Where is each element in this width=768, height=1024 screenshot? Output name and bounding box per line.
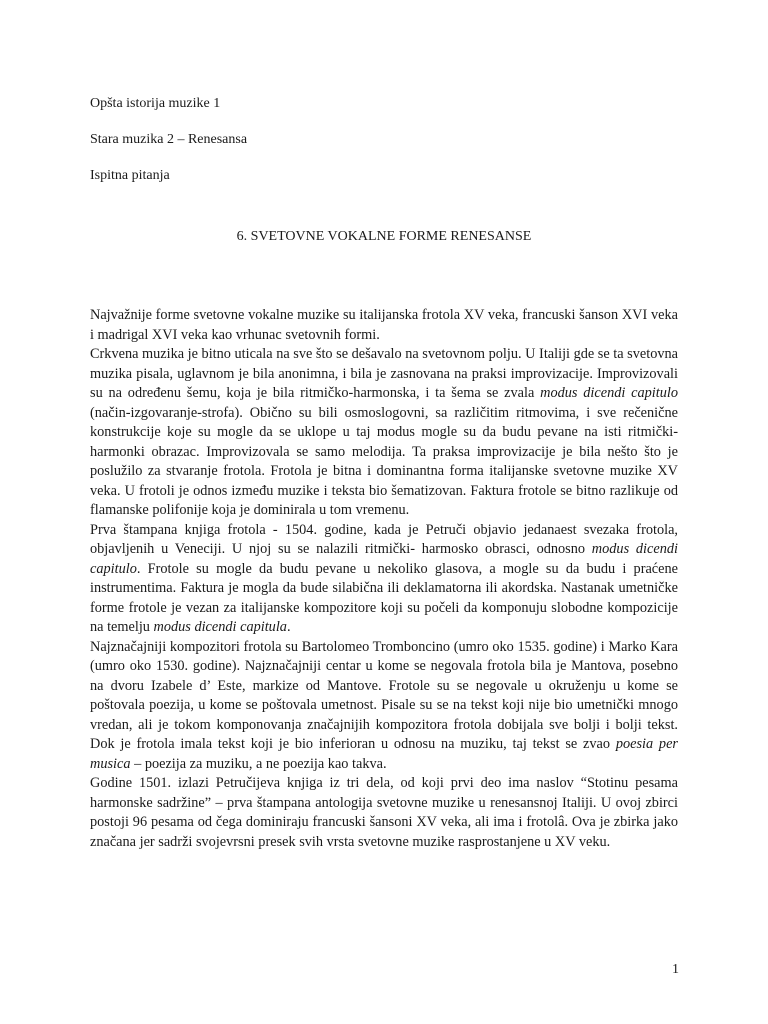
body-text bbox=[90, 306, 678, 852]
paragraph-1 bbox=[90, 306, 678, 345]
paragraph-4 bbox=[90, 638, 678, 775]
text-run: (način-izgovaranje-strofa). Obično su bili osmoslogovni, sa različitim ritmovima, i sve rečenične konstrukcije koje su mogle da se uklope u taj modus mogle su da budu pevane na isti ritmički- harmonki obrazac. Improvizovala se samo melodija. Ta praksa improvizacije je bila nešto što je poslužilo za stvaranje frotola. Frotola je bitna i dominantna forma italijanske svetovne muzike XV veka. U frotoli je odnos između muzike i teksta bio šematizovan. Faktura frotole se bitno razlikuje od flamanske polifonije koja je dominirala u tom vremenu. bbox=[90, 404, 678, 518]
text-run: Crkvena muzika je bitno uticala na sve što se dešavalo na svetovnom polju. U Italiji gde se ta svetovna muzika pisala, uglavnom je bila anonimna, i bila je zasnovana na praksi improvizacije. Improvizovali su na određenu šemu, koja je bila ritmičko-harmonska, i ta šema se zvala bbox=[90, 346, 679, 401]
text-run: Najvažnije forme svetovne vokalne muzike su italijanska frotola XV veka, francuski šanson XVI veka i madrigal XVI veka kao vrhunac svetovnih formi. bbox=[90, 307, 678, 343]
subject-name: Stara muzika 2 – Renesansa bbox=[90, 132, 248, 147]
italic-term: modus dicendi capitulo bbox=[540, 385, 679, 401]
page-number: 1 bbox=[672, 962, 679, 977]
paragraph-5 bbox=[90, 774, 678, 852]
italic-term: modus dicendi capitula bbox=[153, 619, 287, 635]
italic-term: poesia per musica bbox=[90, 736, 678, 772]
text-run: . Frotole su mogle da budu pevane u nekoliko glasova, a mogle su da budu i praćene instrumentima. Faktura je mogla da bude silabična ili deklamatorna ili akordska. Nastanak umetničke forme frotole je vezan za italijanske kompozitore koji su počeli da komponuju slobodne kompozicije na temelju bbox=[90, 560, 678, 635]
section-title: 6. SVETOVNE VOKALNE FORME RENESANSE bbox=[236, 229, 532, 244]
italic-term: modus dicendi capitulo bbox=[90, 541, 678, 577]
document-type: Ispitna pitanja bbox=[90, 168, 170, 183]
paragraph-3 bbox=[90, 521, 678, 638]
text-run: Prva štampana knjiga frotola - 1504. godine, kada je Petruči objavio jedanaest svezaka frotola, objavljenih u Veneciji. U njoj su se nalazili ritmički- harmosko obrasci, odnosno bbox=[90, 521, 678, 557]
course-name: Opšta istorija muzike 1 bbox=[90, 96, 221, 111]
text-run: Najznačajniji kompozitori frotola su Bartolomeo Tromboncino (umro oko 1535. godine) i Marko Kara (umro oko 1530. godine). Najznačajniji centar u kome se negovala frotola bila je Mantova, posebno na dvoru Izabele d’ Este, markize od Mantove. Frotole su se negovale u okruženju u kome se poštovala poezija, u kome se poštovala umetnost. Pisale su se na tekst koji nije bio umetnički mnogo vredan, ali je tokom komponovanja značajnijih kompozitora frotola dobijala sve bolji i bolji tekst. Dok je frotola imala tekst koji je bio inferioran u odnosu na muziku, taj tekst se zvao bbox=[90, 638, 678, 752]
text-run: Godine 1501. izlazi Petručijeva knjiga iz tri dela, od koji prvi deo ima naslov “Stotinu pesama harmonske sadržine” – prva štampana antologija svetovne muzike u renesansnoj Italiji. U ovoj zbirci postoji 96 pesama od čega dominiraju francuski šansoni XV veka, ali ima i frotolâ. Ova je zbirka jako značana jer sadrži svojevrsni presek svih vrsta svetovne muzike rasprostanjene u XV veku. bbox=[90, 775, 678, 850]
paragraph-2 bbox=[90, 345, 678, 521]
text-run: – poezija za muziku, a ne poezija kao takva. bbox=[130, 755, 387, 772]
text-run: . bbox=[286, 619, 291, 635]
